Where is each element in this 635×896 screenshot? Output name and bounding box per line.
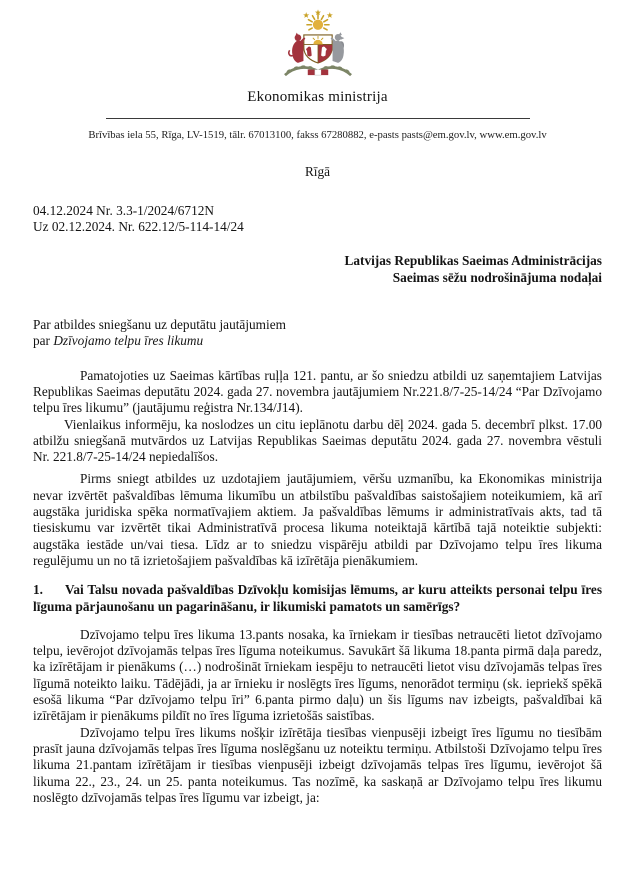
reference-block <box>33 203 602 236</box>
subject-law-title: Dzīvojamo telpu īres likumu <box>53 333 204 349</box>
griffin-supporter-icon <box>331 32 344 63</box>
recipient-line-2: Saeimas sēžu nodrošinājuma nodaļai <box>392 269 602 285</box>
body-paragraph-2: Vienlaikus informēju, ka noslodzes un citu ieplānotu darbu dēļ 2024. gada 5. decembrī plkst. 17.00 atbilžu sniegšanā mutvārdos uz Latvijas Republikas Saeimas deputātu 2024. gada 27. novembra vēstuli Nr. 221.8/7-25-14/24 nepiedalīšos. <box>33 416 602 465</box>
recipient-line-1: Latvijas Republikas Saeimas Administrācijas <box>344 253 602 269</box>
outgoing-reference: 04.12.2024 Nr. 3.3-1/2024/6712N <box>33 202 214 218</box>
coat-of-arms-svg <box>259 8 377 84</box>
ribbon-icon <box>307 70 327 76</box>
body-paragraph-1: Pamatojoties uz Saeimas kārtības ruļļa 121. pantu, ar šo sniedzu atbildi uz saņemtajiem Latvijas Republikas Saeimas deputātu 2024. gada 27. novembra jautājumiem Nr.221.8/7-25-14/24 “Par Dzīvojamo telpu īres likumu” (jautājumu reģistra Nr.134/J14). <box>33 367 602 416</box>
place-line: Rīgā <box>304 163 331 179</box>
lion-supporter-icon <box>288 33 303 63</box>
ministry-name: Ekonomikas ministrija <box>247 89 388 105</box>
letterhead-divider <box>106 118 530 119</box>
contact-info: Brīvības iela 55, Rīga, LV-1519, tālr. 67013100, fakss 67280882, e-pasts pasts@em.gov.lv, www.em.gov.lv <box>88 129 547 142</box>
subject-line-2 <box>33 333 602 349</box>
subject-prefix: par <box>33 333 54 349</box>
question-1-heading <box>33 582 602 615</box>
answer-paragraph-1: Dzīvojamo telpu īres likuma 13.pants nosaka, ka īrniekam ir tiesības netraucēti lietot dzīvojamo telpu, ievērojot dzīvojamās telpas īres līguma noteikumus. Savukārt šā likuma 18.panta pirmā daļa paredz, ka izīrētājam ir pienākums (…) nodrošināt īrniekam iespēju to netraucēti lietot visu dzīvojamās telpas īres līgumā noteikto laiku. Tādējādi, ja ar īrnieku ir noslēgts īres līgums, nenorādot termiņu (sk. iepriekš spēkā esošā likuma “Par dzīvojamo telpu īri” 6.panta pirmo daļu) un šis līgums nav izbeigts, pašvaldībai kā izīrētājam ir pienākums pildīt no īres līguma izrietošās saistības. <box>33 626 602 724</box>
coat-of-arms <box>33 8 602 84</box>
shield <box>303 35 331 63</box>
answer-paragraph-2: Dzīvojamo telpu īres likums nošķir izīrētāja tiesības vienpusēji izbeigt īres līgumu no tiesībām prasīt jauna dzīvojamās telpas īres līguma noslēgšanu uz noteiktu termiņu. Atbilstoši Dzīvojamo telpu īres likuma 21.pantam izīrētājam ir tiesības vienpusēji izbeigt dzīvojamās telpas īres līgumu, ievērojot šā likuma 22., 23., 24. un 25. panta noteikumus. Tas nozīmē, ka saskaņā ar Dzīvojamo telpu īres likumu noslēgto dzīvojamās telpas īres līgumu var izbeigt, ja: <box>33 724 602 805</box>
subject-line-1: Par atbildes sniegšanu uz deputātu jautājumiem <box>33 317 286 333</box>
body-paragraph-3: Pirms sniegt atbildes uz uzdotajiem jautājumiem, vēršu uzmanību, ka Ekonomikas ministrija nevar izvērtēt pašvaldības lēmuma likumību un atbilstību pašvaldības saistošajiem noteikumiem, kā arī augstāka juridiska spēka normatīvajiem aktiem. Ja pašvaldības lēmums ir administratīvais akts, tad tā tiesiskumu var izvērtēt tikai Administratīvā procesa likuma noteiktajā kārtībā tajā noteiktie subjekti: augstāka iestāde un/vai tiesa. Līdz ar to sniedzu vispārēju atbildi par Dzīvojamo telpu īres likuma regulējumu un no tā izrietošajiem pašvaldības kā izīrētāja pienākumiem. <box>33 471 602 568</box>
recipient-block <box>33 253 602 286</box>
incoming-reference: Uz 02.12.2024. Nr. 622.12/5-114-14/24 <box>33 219 244 235</box>
subject-block <box>33 317 602 350</box>
letterhead <box>33 8 602 144</box>
sun-icon <box>306 15 328 30</box>
question-number: 1. <box>33 582 43 598</box>
question-text: Vai Talsu novada pašvaldības Dzīvokļu komisijas lēmums, ar kuru atteikts personai telpu īres līguma pārjaunošanu un pagarināšanu, ir likumiski pamatots un samērīgs? <box>33 582 602 614</box>
